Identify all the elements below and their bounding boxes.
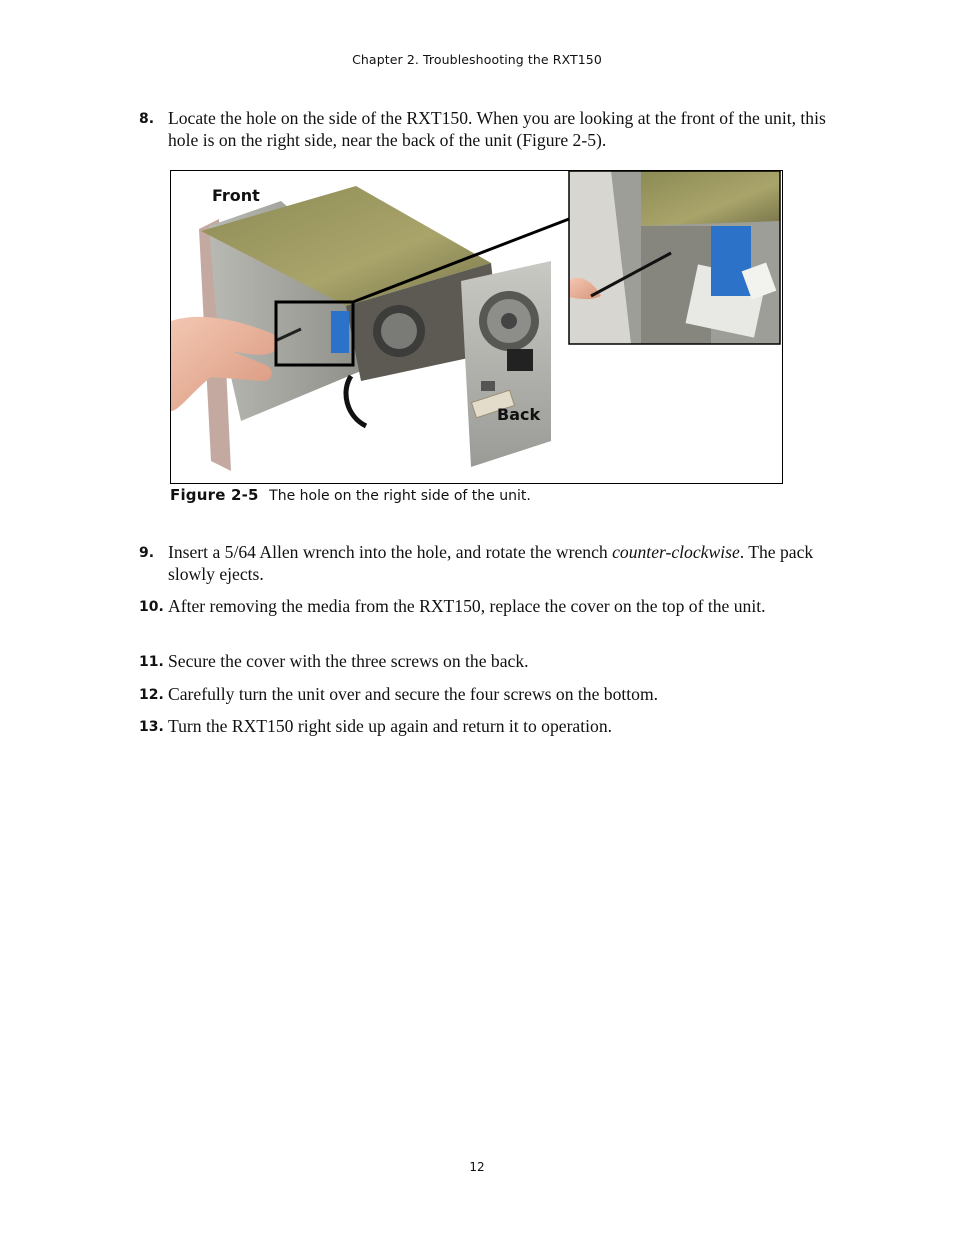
step-13	[139, 715, 840, 737]
step-12	[139, 683, 840, 705]
step-8	[139, 107, 840, 151]
step-text-emphasis: counter-clockwise	[612, 542, 740, 562]
figure-caption	[170, 486, 531, 504]
step-text: Locate the hole on the side of the RXT150. When you are looking at the front of the unit, this hole is on the right side, near the back of the unit (Figure 2-5).	[168, 108, 826, 150]
step-text: Secure the cover with the three screws on the back.	[168, 651, 529, 671]
step-9	[139, 541, 840, 585]
callout-back: Back	[497, 405, 541, 424]
step-number: 12.	[139, 687, 164, 703]
step-text: After removing the media from the RXT150, replace the cover on the top of the unit.	[168, 596, 766, 616]
caption-label: Figure 2-5	[170, 486, 259, 504]
step-number: 10.	[139, 599, 164, 615]
step-text: Carefully turn the unit over and secure the four screws on the bottom.	[168, 684, 659, 704]
step-text: Insert a 5/64 Allen wrench into the hole, and rotate the wrench	[168, 542, 613, 562]
step-number: 8.	[139, 111, 155, 127]
step-11	[139, 650, 840, 672]
step-text: Turn the RXT150 right side up again and return it to operation.	[168, 716, 613, 736]
power-socket	[507, 349, 533, 371]
page-number: 12	[469, 1160, 485, 1174]
callout-front: Front	[212, 186, 260, 205]
step-text-end: . The pack slowly ejects.	[168, 542, 814, 584]
figure-2-5	[170, 170, 783, 484]
step-number: 11.	[139, 654, 164, 670]
blue-latch	[331, 311, 349, 353]
caption-text: The hole on the right side of the unit.	[269, 488, 531, 504]
zoom-inset	[569, 171, 780, 344]
step-number: 9.	[139, 545, 155, 561]
step-10	[139, 595, 840, 617]
unit-photo-illustration	[171, 171, 782, 483]
step-number: 13.	[139, 719, 164, 735]
running-head: Chapter 2. Troubleshooting the RXT150	[352, 52, 602, 67]
